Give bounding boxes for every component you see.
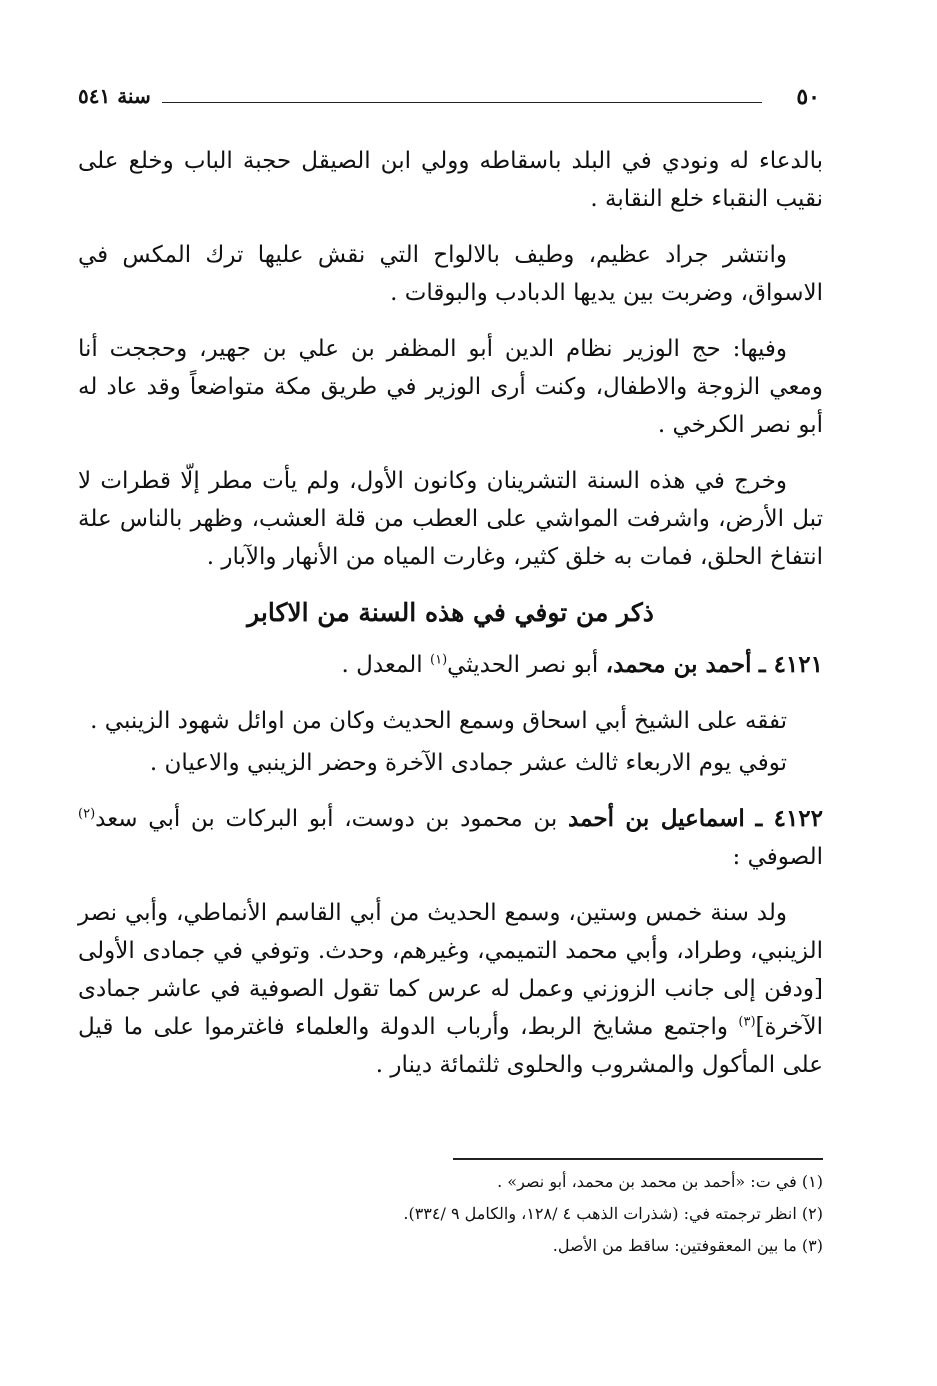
entry-number: ٤١٢٢ ـ [755, 805, 824, 832]
footnote: (٢) انظر ترجمته في: (شذرات الذهب ٤ /١٢٨، والكامل ٩ /٣٣٤). [403, 1204, 823, 1223]
entry-text: بن محمود بن دوست، أبو البركات بن أبي سعد [95, 806, 569, 832]
footnote: (١) في ت: «أحمد بن محمد بن محمد، أبو نصر» . [497, 1172, 823, 1191]
footnote: (٣) ما بين المعقوفتين: ساقط من الأصل. [552, 1236, 823, 1255]
page-number: ٥٠ [796, 84, 820, 110]
biography-entry-heading [78, 646, 823, 684]
footnote-mark: (١) [430, 652, 448, 668]
paragraph-text: ولد سنة خمس وستين، وسمع الحديث من أبي القاسم الأنماطي، وأبي نصر الزينبي، وطراد، وأبي محمد التميمي، وغيرهم، وحدث. وتوفي في جمادى الأولى [ودفن إلى جانب الزوزني وعمل له عرس كما تقول الصوفية في عاشر جمادى الآخرة] [78, 900, 823, 1040]
running-head-year: سنة ٥٤١ [78, 84, 151, 108]
entry-name: أحمد بن محمد، [605, 651, 752, 678]
main-text [78, 142, 823, 1102]
header-rule [162, 102, 762, 103]
entry-text: أبو نصر الحديثي [447, 652, 606, 678]
paragraph-text: واجتمع مشايخ الربط، وأرباب الدولة والعلماء فاغترموا على ما قيل على المأكول والمشروب والحلوى ثلثمائة دينار . [78, 1014, 823, 1078]
paragraph: بالدعاء له ونودي في البلد باسقاطه وولي ابن الصيقل حجبة الباب وخلع على نقيب النقباء خلع النقابة . [78, 148, 823, 212]
entry-name: اسماعيل بن أحمد [568, 805, 745, 832]
paragraph: تفقه على الشيخ أبي اسحاق وسمع الحديث وكان من اوائل شهود الزينبي . [90, 708, 787, 734]
entry-number: ٤١٢١ ـ [758, 651, 823, 678]
footnote-mark: (٢) [78, 806, 96, 822]
footnotes [78, 1158, 823, 1262]
page-header [78, 78, 820, 122]
section-title: ذكر من توفي في هذه السنة من الاكابر [247, 598, 654, 627]
paragraph: وخرج في هذه السنة التشرينان وكانون الأول، ولم يأت مطر إلّا قطرات لا تبل الأرض، واشرفت المواشي على العطب من قلة العشب، وظهر بالناس علة انتفاخ الحلق، فمات به خلق كثير، وغارت المياه من الأنهار والآبار . [78, 468, 823, 570]
paragraph: وانتشر جراد عظيم، وطيف بالالواح التي نقش عليها ترك المكس في الاسواق، وضربت بين يديها الدبادب والبوقات . [78, 242, 823, 306]
paragraph: توفي يوم الاربعاء ثالث عشر جمادى الآخرة وحضر الزينبي والاعيان . [149, 750, 787, 776]
entry-text: الصوفي : [732, 844, 823, 870]
entry-text: المعدل . [341, 652, 431, 678]
footnote-rule [453, 1158, 823, 1160]
biography-entry-heading [78, 800, 823, 876]
paragraph: وفيها: حج الوزير نظام الدين أبو المظفر بن علي بن جهير، وحججت أنا ومعي الزوجة والاطفال، وكنت أرى الوزير في طريق مكة متواضعاً وقد عاد له أبو نصر الكرخي . [78, 336, 823, 438]
paragraph [78, 894, 823, 1084]
footnote-mark: (٣) [738, 1014, 756, 1030]
